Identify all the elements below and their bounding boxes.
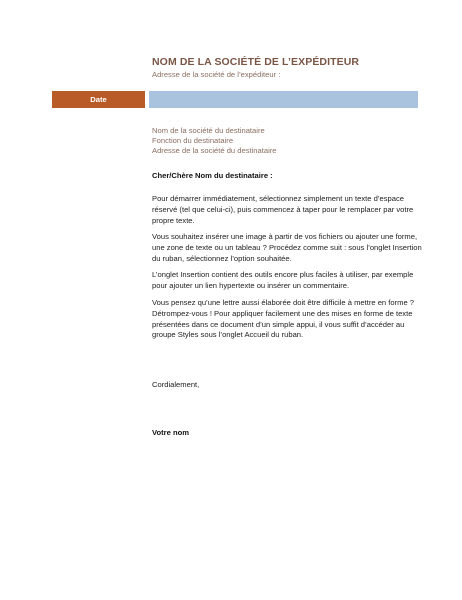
date-field[interactable]: Date bbox=[90, 95, 107, 104]
body-paragraph[interactable]: L’onglet Insertion contient des outils encore plus faciles à utiliser, par exemple pour ajouter un lien hypertexte ou insérer un commentaire. bbox=[152, 270, 414, 290]
signature-name[interactable]: Votre nom bbox=[152, 428, 189, 437]
date-band bbox=[52, 91, 418, 108]
sender-company-address[interactable]: Adresse de la société de l’expéditeur : bbox=[152, 70, 281, 79]
recipient-company[interactable]: Nom de la société du destinataire bbox=[152, 126, 265, 135]
recipient-address[interactable]: Adresse de la société du destinataire bbox=[152, 146, 277, 155]
body-paragraph[interactable]: Vous pensez qu’une lettre aussi élaborée doit être difficile à mettre en forme ? Détrompez-vous ! Pour appliquer facilement une des mises en forme de texte présentées dans ce document d’un simple appui, il vous suffit d’accéder au groupe Styles sous l’onglet Accueil du ruban. bbox=[152, 298, 414, 340]
recipient-function[interactable]: Fonction du destinataire bbox=[152, 136, 234, 145]
salutation[interactable]: Cher/Chère Nom du destinataire : bbox=[152, 171, 273, 180]
blue-accent-bar bbox=[149, 91, 418, 108]
body-paragraph[interactable]: Pour démarrer immédiatement, sélectionnez simplement un texte d’espace réservé (tel que celui-ci), puis commencez à taper pour le remplacer par votre propre texte. bbox=[152, 194, 414, 225]
recipient-block bbox=[152, 126, 277, 156]
body-paragraph[interactable]: Vous souhaitez insérer une image à partir de vos fichiers ou ajouter une forme, une zone de texte ou un tableau ? Procédez comme suit : sous l’onglet Insertion du ruban, sélectionnez l’option souhaitée. bbox=[152, 232, 422, 263]
closing[interactable]: Cordialement, bbox=[152, 380, 200, 389]
sender-company-name[interactable]: NOM DE LA SOCIÉTÉ DE L’EXPÉDITEUR bbox=[152, 56, 360, 68]
